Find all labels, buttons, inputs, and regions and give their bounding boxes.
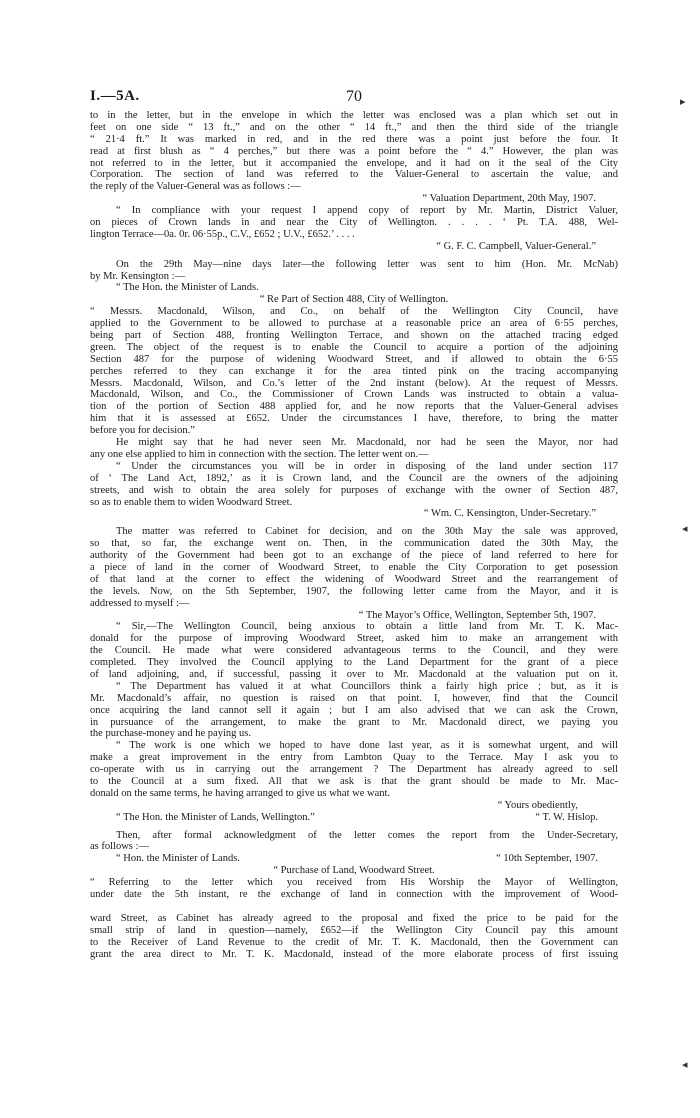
text-line: “ The Hon. the Minister of Lands.: [116, 282, 259, 294]
text-line: lington Terrace—0a. 0r. 06·55p., C.V., £652 ; U.V., £652.’ . . . .: [90, 228, 355, 240]
text-line: not referred to in the letter, but it accompanied the envelope, and it had on it the seal of the City: [90, 157, 618, 169]
text-line: addressed to myself :—: [90, 597, 190, 609]
text-line: in pursuance of the arrangement, to make the grant to Mr. Macdonald direct, we paying you: [90, 716, 618, 728]
text-line: donald for the purpose of improving Woodward Street, asked him to make an arrangement with: [90, 633, 618, 645]
text-line: “ 21·4 ft.” It was marked in red, and in the red there was a point just before the four. It: [90, 133, 618, 145]
text-line: authority of the Government had been got to an exchange of the piece of land referred to here for: [90, 550, 618, 562]
text-line: being part of Section 488, fronting Wellington Terrace, and shown on the attached tracing edged: [90, 330, 618, 342]
text-line: ward Street, as Cabinet has already agreed to the proposal and fixed the price to be paid for the: [90, 912, 618, 924]
line-right-part: “ 10th September, 1907.: [496, 853, 598, 865]
margin-mark-middle-icon: ◂: [682, 523, 688, 535]
text-line: “ Sir,—The Wellington Council, being anxious to obtain a little land from Mr. T. K. Mac-: [116, 621, 618, 633]
line-left-part: “ The Hon. the Minister of Lands, Wellington.”: [116, 811, 315, 823]
text-line: “ Valuation Department, 20th May, 1907.: [422, 193, 596, 205]
text-line: to the Receiver of Land Revenue to the credit of Mr. T. K. Macdonald, then the Government can: [90, 936, 618, 948]
text-line: co-operate with us in carrying out the arrangement ? The Department has already agreed to sell: [90, 764, 618, 776]
text-line: “ Wm. C. Kensington, Under-Secretary.”: [423, 508, 596, 520]
text-line: small strip of land in question—namely, £652—if the Wellington City Council pay this amount: [90, 924, 618, 936]
text-line: “ Yours obediently,: [497, 799, 578, 811]
text-line: to the Council at a sum fixed. All that we ask is that the grant should be made to Mr. Mac-: [90, 775, 618, 787]
text-line: “ Referring to the letter which you received from His Worship the Mayor of Wellington,: [90, 877, 618, 889]
text-line: “ Re Part of Section 488, City of Wellington.: [259, 294, 449, 306]
document-body: [90, 110, 618, 960]
text-line: read at first blush as “ 4 perches,” but there was a point before the “ 4.” However, the plan was: [90, 145, 618, 157]
text-line: Macdonald, Wilson, and Co., the Commissioner of Crown Lands was instructed to obtain a valua-: [90, 389, 618, 401]
text-line: make a great improvement in the entry from Lambton Quay to the Terrace. May I ask you to: [90, 752, 618, 764]
text-line: applied to the Government to be allowed to purchase at a reasonable price an area of 6·55 perches,: [90, 318, 618, 330]
text-line: On the 29th May—nine days later—the following letter was sent to him (Hon. Mr. McNab): [116, 258, 618, 270]
text-line: [90, 853, 618, 865]
text-line: He might say that he had never seen Mr. Macdonald, nor had he seen the Mayor, nor had: [116, 437, 618, 449]
page-number: 70: [346, 88, 362, 105]
line-right-part: “ T. W. Hislop.: [535, 811, 598, 823]
text-line: “ The Mayor’s Office, Wellington, September 5th, 1907.: [358, 609, 596, 621]
margin-mark-bottom-icon: ◂: [682, 1059, 688, 1071]
text-line: by Mr. Kensington :—: [90, 270, 186, 282]
text-line: of ‘ The Land Act, 1892,’ as it is Crown land, and the Council are the owners of the adjoining: [90, 472, 618, 484]
text-line: Section 487 for the purpose of widening Woodward Street, and if allowed to obtain the 6·55: [90, 353, 618, 365]
text-line: the reply of the Valuer-General was as follows :—: [90, 181, 301, 193]
text-line: “ Messrs. Macdonald, Wilson, and Co., on behalf of the Wellington City Council, have: [90, 306, 618, 318]
text-line: perches referred to they can exchange it for the area tinted pink on the tracing accompanying: [90, 365, 618, 377]
text-line: the purchase-money and he paying us.: [90, 728, 251, 740]
text-line: feet on one side “ 13 ft.,” and on the other “ 14 ft.,” and then the third side of the triangle: [90, 121, 618, 133]
text-line: so as to enable them to widen Woodward Street.: [90, 496, 293, 508]
text-line: Then, after formal acknowledgment of the letter comes the report from the Under-Secretary,: [116, 829, 618, 841]
text-line: him that it is assessed at £652. Under the circumstances I have, therefore, to bring the matter: [90, 413, 618, 425]
text-line: completed. They involved the Council applying to the Land Department for the grant of a piece: [90, 657, 618, 669]
text-line: a piece of land in the corner of Woodward Street, to enable the City Corporation to get posession: [90, 561, 618, 573]
text-line: of that land at the corner to effect the widening of Woodward Street and the rearrangement of: [90, 573, 618, 585]
margin-mark-top-icon: ▸: [680, 96, 686, 108]
text-line: “ The Department has valued it at what Councillors think a fairly high price ; but, as it is: [116, 680, 618, 692]
text-line: “ G. F. C. Campbell, Valuer-General.”: [436, 240, 596, 252]
text-line: on pieces of Crown lands in and near the City of Wellington. . . . . ‘ Pt. T.A. 488, Wel-: [90, 217, 618, 229]
text-line: Mr. Macdonald’s affair, no question is raised on that point. I, however, find that the Council: [90, 692, 618, 704]
text-line: to in the letter, but in the envelope in which the letter was enclosed was a plan which set out in: [90, 110, 618, 121]
text-line: streets, and wish to obtain the area solely for purposes of exchange with the owner of Section 487,: [90, 484, 618, 496]
text-line: as follows :—: [90, 841, 149, 853]
text-line: green. The object of the request is to enable the Council to acquire a portion of the adjoining: [90, 341, 618, 353]
text-line: “ Under the circumstances you will be in order in disposing of the land under section 117: [116, 460, 618, 472]
text-line: once acquiring the land cannot sell it again ; but I am also advised that we can ask the Crown,: [90, 704, 618, 716]
text-line: donald on the same terms, he having arranged to give us what we want.: [90, 787, 391, 799]
text-line: Messrs. Macdonald, Wilson, and Co.’s letter of the 2nd instant (below). At the request of Messrs.: [90, 377, 618, 389]
text-line: of land adjoining, and, if successful, passing it over to Mr. Macdonald at the valuation put on it.: [90, 668, 618, 680]
text-line: “ Purchase of Land, Woodward Street.: [273, 865, 435, 877]
text-line: before you for decision.”: [90, 425, 195, 437]
text-line: under date the 5th instant, re the exchange of land in connection with the improvement of Wood-: [90, 889, 618, 900]
text-line: the Council. He made what were considered advantageous terms to the Council, and they were: [90, 645, 618, 657]
text-line: Corporation. The section of land was referred to the Valuer-General to ascertain the value, and: [90, 169, 618, 181]
text-line: [90, 812, 618, 824]
text-line: the levels. Now, on the 5th September, 1907, the following letter came from the Mayor, and it is: [90, 585, 618, 597]
line-left-part: “ Hon. the Minister of Lands.: [116, 853, 240, 865]
report-reference: I.—5A.: [90, 88, 140, 104]
page-header: [90, 88, 618, 108]
text-line: any one else applied to him in connection with the section. The letter went on.—: [90, 448, 429, 460]
text-line: so that, so far, the exchange went on. Then, in the communication dated the 30th May, the: [90, 538, 618, 550]
text-line: grant the area direct to Mr. T. K. Macdonald, instead of the more elaborate process of first issuing: [90, 948, 618, 960]
text-line: The matter was referred to Cabinet for decision, and on the 30th May the sale was approved,: [116, 526, 618, 538]
text-line: tion of the portion of Section 488 applied for, and he now reports that the Valuer-General advises: [90, 401, 618, 413]
text-line: “ In compliance with your request I append copy of report by Mr. Martin, District Valuer,: [116, 205, 618, 217]
text-line: “ The work is one which we hoped to have done last year, as it is somewhat urgent, and will: [116, 740, 618, 752]
